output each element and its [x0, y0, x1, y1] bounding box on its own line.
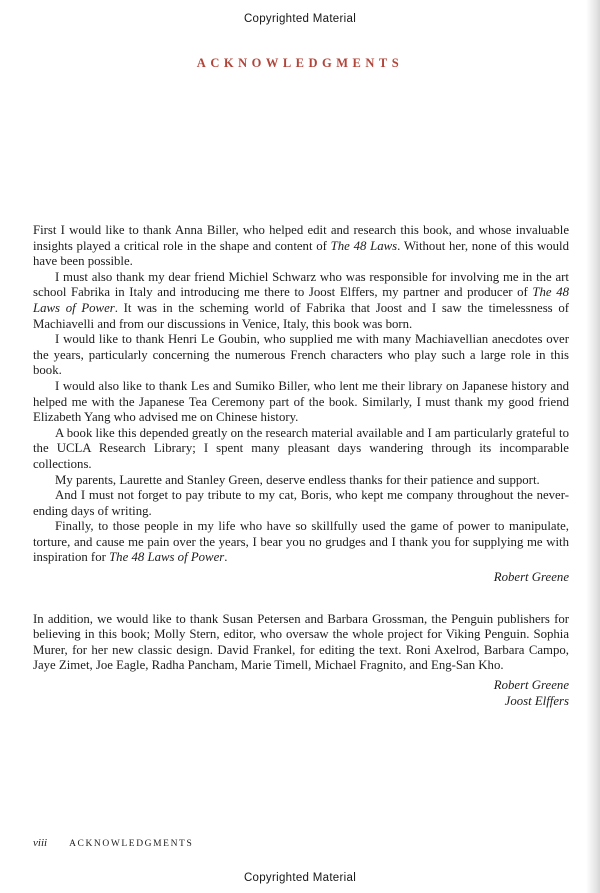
- copyright-notice-bottom: Copyrighted Material: [243, 872, 357, 884]
- paragraph: [33, 519, 569, 566]
- footer-section-title: ACKNOWLEDGMENTS: [69, 839, 194, 849]
- paragraph: [33, 270, 569, 332]
- paragraph: [33, 488, 569, 519]
- book-title-reference: The 48 Laws of Power: [109, 550, 225, 565]
- footer-page-number: viii: [33, 837, 48, 849]
- scan-edge-shadow: [586, 0, 600, 893]
- addendum-paragraphs: [33, 612, 569, 674]
- paragraph-text: And I must not forget to pay tribute to my cat, Boris, who kept me company throughout the never-ending days of writing.: [33, 488, 569, 518]
- paragraph-text: My parents, Laurette and Stanley Green, deserve endless thanks for their patience and support.: [55, 472, 540, 487]
- paragraph: [33, 332, 569, 379]
- paragraph-text: . It was in the scheming world of Fabrika that Joost and I saw the timelessness of Machiavelli and from our discussions in Venice, Italy, this book was born.: [33, 300, 569, 331]
- page-footer: [33, 837, 193, 849]
- paragraph: [33, 426, 569, 473]
- paragraph-text: First I would like to thank Anna Biller, who helped edit and research this book, and whose invaluable insights played a critical role in the shape and content of: [33, 223, 569, 253]
- paragraph: [33, 473, 569, 489]
- paragraph-text: A book like this depended greatly on the research material available and I am particularly grateful to the UCLA Research Library; I spent many pleasant days wandering through its incomparable collections.: [33, 425, 569, 471]
- paragraph: [33, 223, 569, 270]
- acknowledgments-body: [33, 223, 569, 709]
- paragraph-text: .: [224, 550, 228, 565]
- paragraph-text: I must also thank my dear friend Michiel Schwarz who was responsible for involving me in the art school Fabrika in Italy and introducing me there to Joost Elffers, my partner and producer of: [33, 269, 569, 300]
- copyright-notice-top: Copyrighted Material: [243, 13, 357, 25]
- joint-signature-block: [33, 678, 569, 709]
- signature-line-2: Joost Elffers: [504, 693, 569, 708]
- book-title-reference: The 48 Laws: [330, 238, 398, 253]
- paragraph-text: Finally, to those people in my life who have so skillfully used the game of power to manipulate, torture, and cause me pain over the years, I bear you no grudges and I thank you for supplying me with inspiration for: [33, 519, 569, 565]
- paragraph-text: . Without her, none of this would have been possible.: [33, 238, 570, 269]
- paragraph-text: I would also like to thank Les and Sumiko Biller, who lent me their library on Japanese history and helped me with the Japanese Tea Ceremony part of the book. Similarly, I must thank my good friend Elizabeth Yang who advised me on Chinese history.: [33, 378, 569, 425]
- paragraph-text: In addition, we would like to thank Susan Petersen and Barbara Grossman, the Penguin publishers for believing in this book; Molly Stern, editor, who oversaw the whole project for Viking Penguin. Sophia Murer, for her new classic design. David Frankel, for editing the text. Roni Axelrod, Barbara Campo, Jaye Zimet, Joe Eagle, Radha Pancham, Marie Timell, Michael Fragnito, and Eng-San Kho.: [33, 611, 569, 673]
- page-heading: ACKNOWLEDGMENTS: [196, 56, 404, 70]
- paragraph: [33, 379, 569, 426]
- book-title-reference: The 48 Laws of Power: [33, 285, 569, 315]
- author-signature: Robert Greene: [493, 570, 569, 585]
- acknowledgments-paragraphs: [33, 223, 569, 566]
- signature-line-1: Robert Greene: [493, 678, 569, 693]
- paragraph: [33, 612, 569, 674]
- paragraph-text: I would like to thank Henri Le Goubin, who supplied me with many Machiavellian anecdotes over the years, particularly concerning the numerous French characters who play such a large role in this book.: [33, 332, 569, 378]
